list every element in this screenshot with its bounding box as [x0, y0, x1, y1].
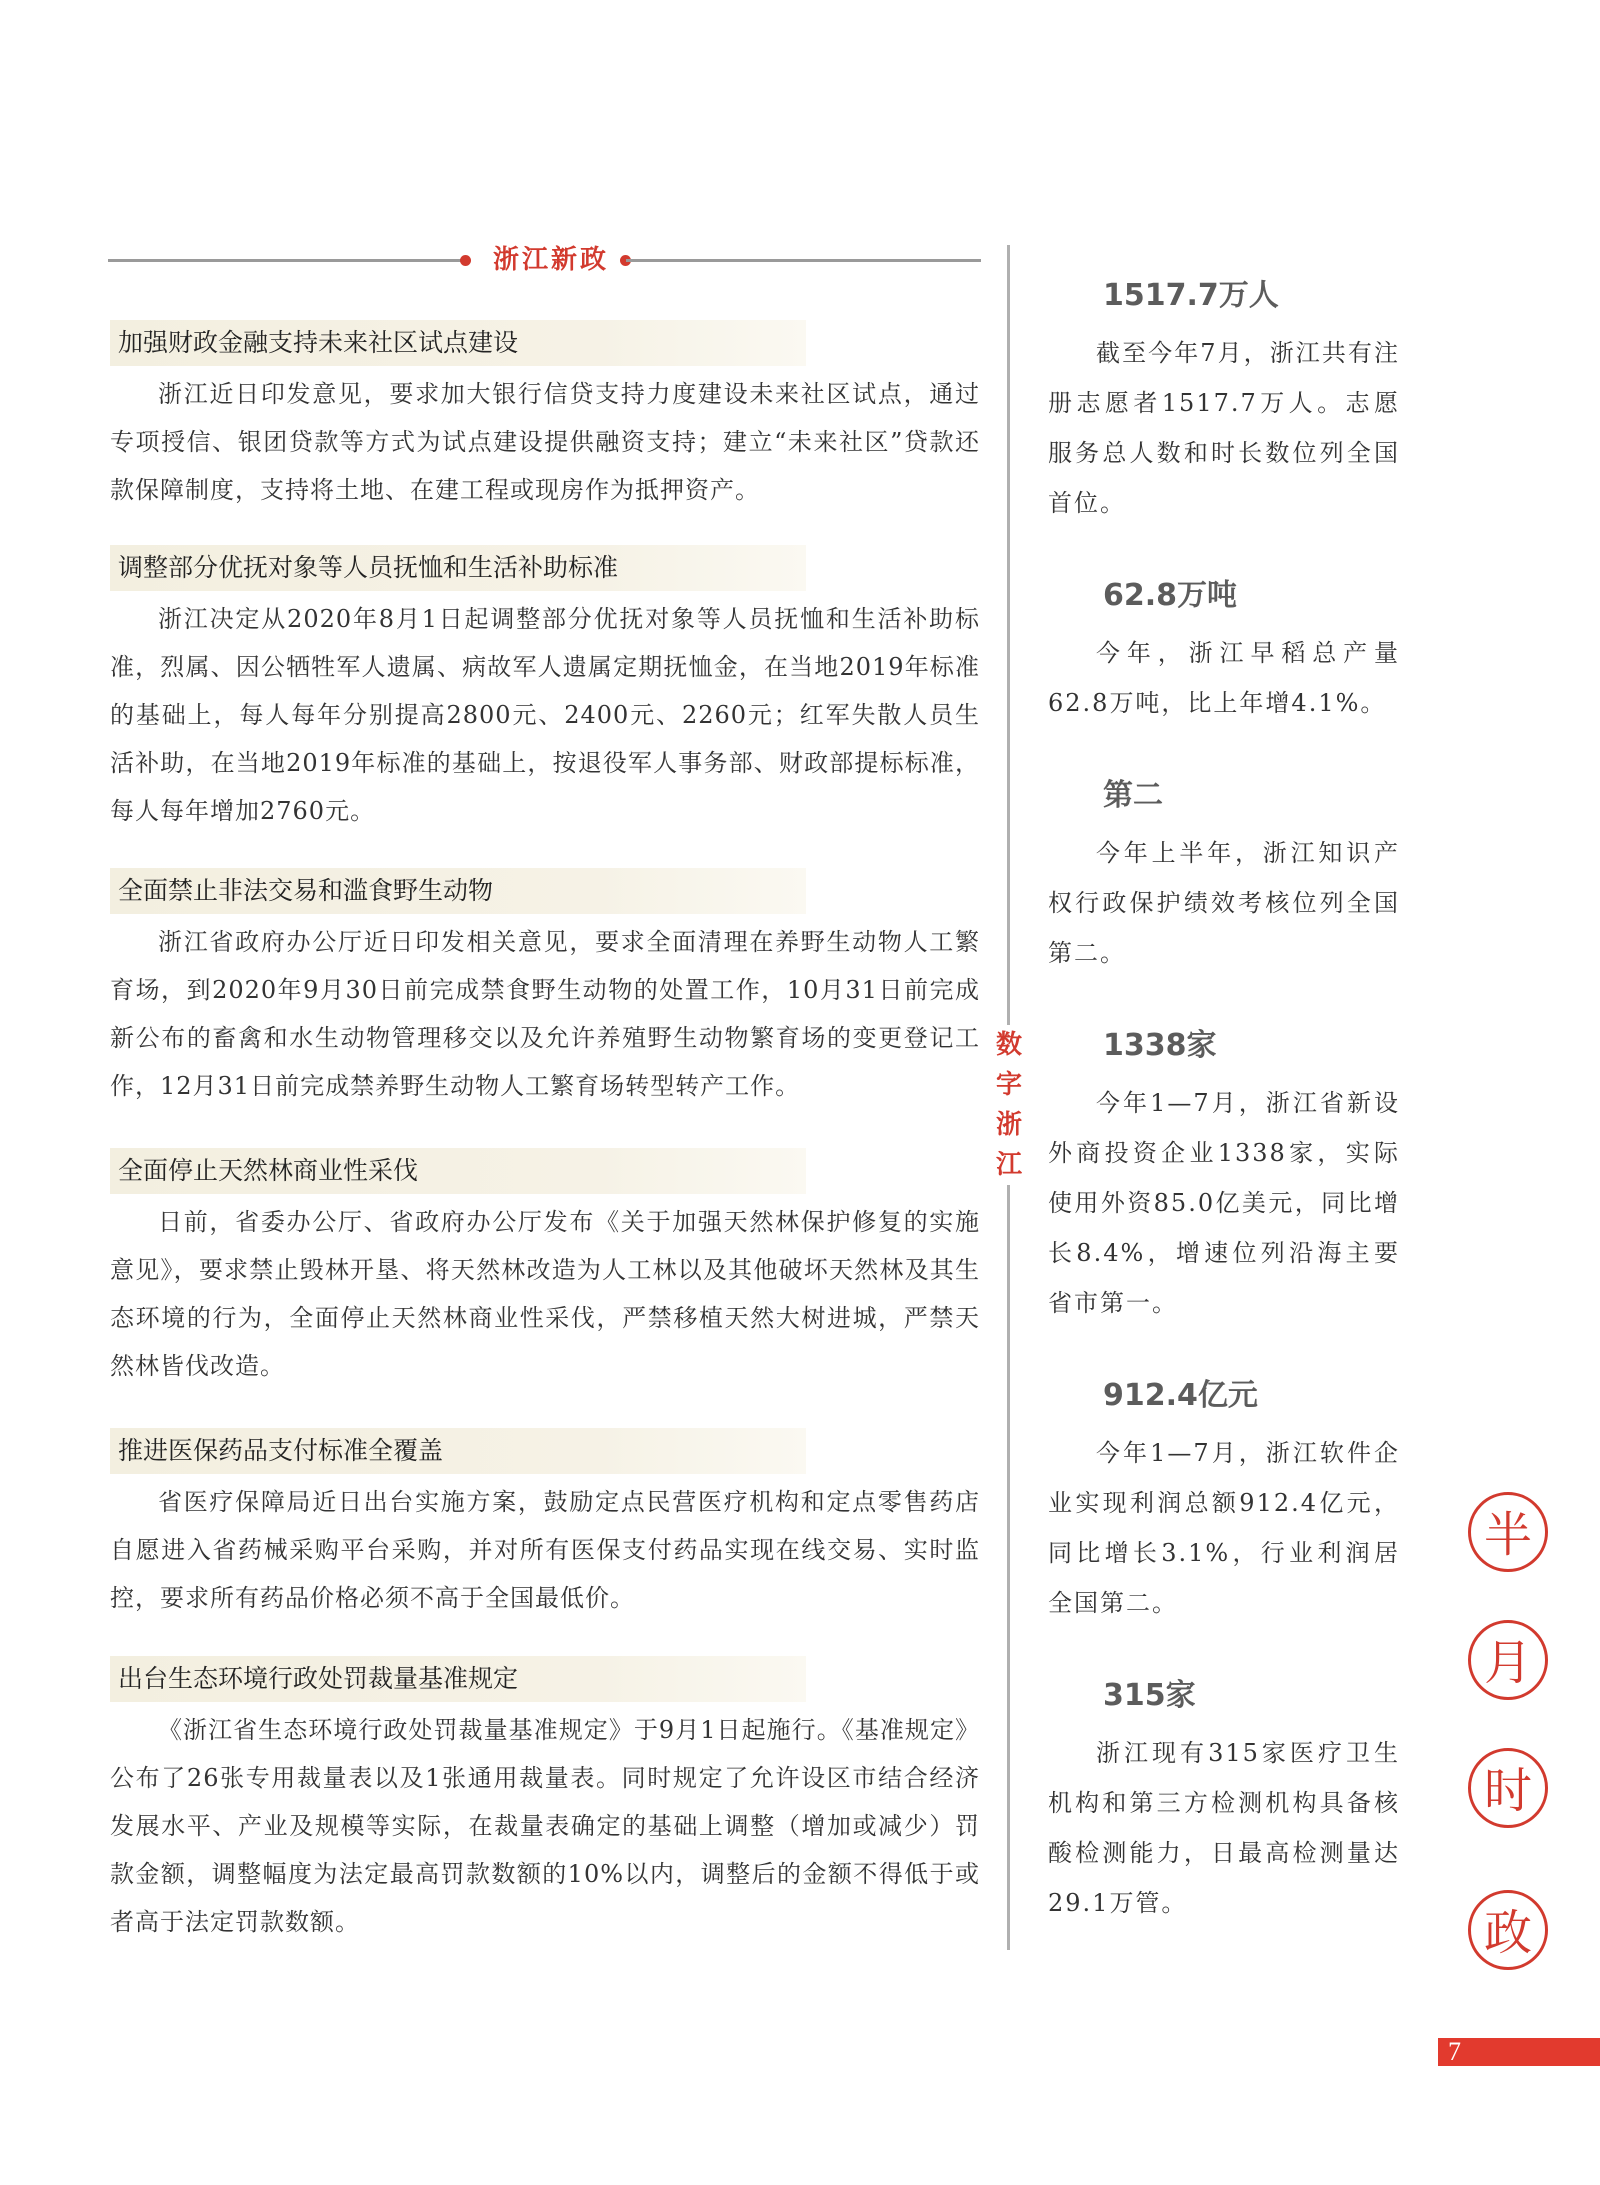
stat-value: 912.4亿元 [1103, 1378, 1258, 1413]
article-body: 浙江决定从2020年8月1日起调整部分优抚对象等人员抚恤和生活补助标准，烈属、因公牺牲军人遗属、病故军人遗属定期抚恤金，在当地2019年标准的基础上，每人每年分别提高2800元、2400元、2260元；红军失散人员生活补助，在当地2019年标准的基础上，按退役军人事务部、财政部提标标准，每人每年增加2760元。 [110, 605, 980, 825]
vertical-label-text: 数字浙江 [995, 1030, 1022, 1180]
stat-block [1048, 270, 1400, 552]
stat-block [1048, 1670, 1400, 1952]
article-heading: 出台生态环境行政处罚裁量基准规定 [110, 1656, 806, 1702]
stat-description: 今年1—7月，浙江软件企业实现利润总额912.4亿元，同比增长3.1%，行业利润居全国第二。 [1048, 1439, 1400, 1617]
stat-value: 62.8万吨 [1103, 578, 1238, 613]
article-body: 浙江省政府办公厅近日印发相关意见，要求全面清理在养野生动物人工繁育场，到2020年9月30日前完成禁食野生动物的处置工作，10月31日前完成新公布的畜禽和水生动物管理移交以及允许养殖野生动物繁育场的变更登记工作，12月31日前完成禁养野生动物人工繁育场转型转产工作。 [110, 928, 980, 1100]
stat-value: 1338家 [1103, 1028, 1217, 1063]
stat-block [1048, 770, 1400, 1002]
column-seal: 半 [1468, 1492, 1548, 1572]
stat-description: 今年，浙江早稻总产量62.8万吨，比上年增4.1%。 [1048, 639, 1400, 717]
header-rule-left [108, 259, 464, 262]
vertical-section-label [993, 1025, 1025, 1185]
header-dot-left [460, 255, 471, 266]
stat-description: 浙江现有315家医疗卫生机构和第三方检测机构具备核酸检测能力，日最高检测量达29.1万管。 [1048, 1739, 1400, 1917]
article [110, 320, 980, 514]
column-seal: 政 [1468, 1890, 1548, 1970]
article-body: 《浙江省生态环境行政处罚裁量基准规定》于9月1日起施行。《基准规定》公布了26张专用裁量表以及1张通用裁量表。同时规定了允许设区市结合经济发展水平、产业及规模等实际，在裁量表确定的基础上调整（增加或减少）罚款金额，调整幅度为法定最高罚款数额的10%以内，调整后的金额不得低于或者高于法定罚款数额。 [110, 1716, 980, 1936]
article-body: 日前，省委办公厅、省政府办公厅发布《关于加强天然林保护修复的实施意见》，要求禁止毁林开垦、将天然林改造为人工林以及其他破坏天然林及其生态环境的行为，全面停止天然林商业性采伐，严禁移植天然大树进城，严禁天然林皆伐改造。 [110, 1208, 980, 1380]
article-body: 浙江近日印发意见，要求加大银行信贷支持力度建设未来社区试点，通过专项授信、银团贷款等方式为试点建设提供融资支持；建立“未来社区”贷款还款保障制度，支持将土地、在建工程或现房作为抵押资产。 [110, 380, 980, 504]
article-heading: 全面禁止非法交易和滥食野生动物 [110, 868, 806, 914]
article-heading: 加强财政金融支持未来社区试点建设 [110, 320, 806, 366]
article-body: 省医疗保障局近日出台实施方案，鼓励定点民营医疗机构和定点零售药店自愿进入省药械采购平台采购，并对所有医保支付药品实现在线交易、实时监控，要求所有药品价格必须不高于全国最低价。 [110, 1488, 980, 1612]
page-number: 7 [1448, 2037, 1461, 2066]
stat-block [1048, 1370, 1400, 1652]
stat-value: 第二 [1103, 778, 1163, 813]
article [110, 545, 980, 835]
stat-description: 今年上半年，浙江知识产权行政保护绩效考核位列全国第二。 [1048, 839, 1400, 967]
stat-description: 今年1—7月，浙江省新设外商投资企业1338家，实际使用外资85.0亿美元，同比增长8.4%，增速位列沿海主要省市第一。 [1048, 1089, 1400, 1317]
column-seal: 月 [1468, 1620, 1548, 1700]
stat-value: 1517.7万人 [1103, 278, 1279, 313]
stat-block [1048, 1020, 1400, 1352]
article-heading: 全面停止天然林商业性采伐 [110, 1148, 806, 1194]
article [110, 1428, 980, 1622]
article [110, 868, 980, 1110]
column-seal: 时 [1468, 1748, 1548, 1828]
stat-description: 截至今年7月，浙江共有注册志愿者1517.7万人。志愿服务总人数和时长数位列全国首位。 [1048, 339, 1400, 517]
stat-value: 315家 [1103, 1678, 1196, 1713]
article [110, 1148, 980, 1390]
header-rule-right [626, 259, 981, 262]
section-title: 浙江新政 [492, 245, 609, 275]
article-heading: 推进医保药品支付标准全覆盖 [110, 1428, 806, 1474]
article-heading: 调整部分优抚对象等人员抚恤和生活补助标准 [110, 545, 806, 591]
stat-block [1048, 570, 1400, 752]
section-header [108, 240, 981, 280]
page-number-bar [1438, 2038, 1600, 2066]
article [110, 1656, 980, 1946]
